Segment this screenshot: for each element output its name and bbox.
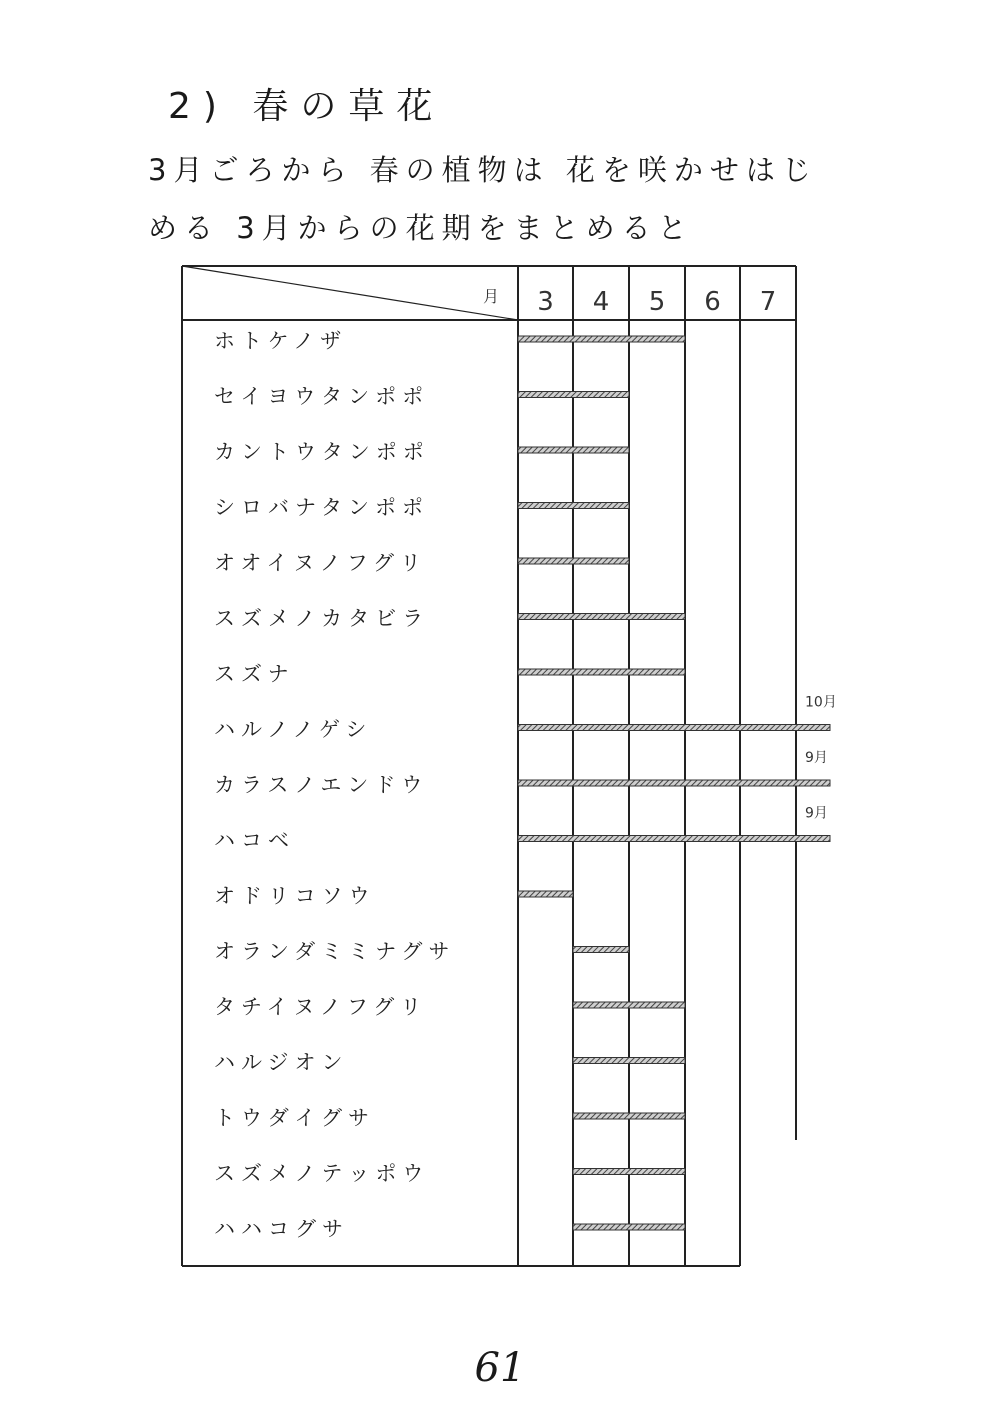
plant-name: ホトケノザ — [214, 329, 348, 353]
month-header: 5 — [648, 287, 666, 317]
flowering-bar — [518, 503, 629, 509]
plant-name: スズメノカタビラ — [214, 606, 430, 631]
flowering-bar — [518, 891, 573, 897]
flowering-bar — [518, 447, 629, 453]
plant-name: ハコベ — [214, 828, 295, 853]
month-header: 4 — [592, 287, 610, 317]
plant-name: スズメノテッポウ — [214, 1161, 430, 1186]
bar-end-label: 9月 — [805, 750, 828, 766]
month-axis-label: 月 — [483, 287, 500, 306]
flowering-bar — [518, 669, 685, 675]
bar-end-label: 9月 — [805, 805, 828, 822]
section-heading: 2) 春の草花 — [168, 86, 445, 127]
plant-name: オドリコソウ — [214, 884, 376, 908]
intro-line-2: める 3月からの花期をまとめると — [148, 211, 694, 245]
plant-name: ハハコグサ — [214, 1217, 349, 1241]
plant-name: シロバナタンポポ — [214, 495, 429, 520]
month-header: 7 — [759, 287, 777, 317]
flowering-bar — [518, 780, 830, 786]
bar-end-label: 10月 — [805, 694, 837, 711]
intro-line-1: 3月ごろから 春の植物は 花を咲かせはじ — [148, 153, 818, 187]
flowering-bar — [518, 336, 685, 342]
flowering-bar — [518, 392, 629, 398]
flowering-bar — [573, 1224, 685, 1230]
plant-name: カラスノエンドウ — [214, 773, 429, 797]
plant-name: ハルジオン — [214, 1050, 349, 1075]
corner-diagonal — [182, 266, 518, 320]
flowering-bar — [573, 1169, 685, 1175]
plant-name: セイヨウタンポポ — [214, 384, 430, 409]
flowering-bar — [573, 1002, 685, 1008]
plant-name: オオイヌノフグリ — [214, 551, 428, 575]
flowering-bar — [573, 1113, 685, 1119]
month-header: 3 — [537, 287, 554, 317]
flowering-bar — [573, 1058, 685, 1064]
plant-name: ハルノノゲシ — [214, 717, 373, 742]
plant-name: トウダイグサ — [214, 1106, 375, 1130]
page-number: 61 — [474, 1345, 526, 1391]
flowering-bar — [518, 836, 830, 842]
plant-name: スズナ — [214, 662, 295, 686]
flowering-bar — [573, 947, 629, 953]
plant-name: タチイヌノフグリ — [214, 995, 428, 1019]
plant-name: カントウタンポポ — [214, 440, 430, 464]
flowering-bar — [518, 558, 629, 564]
month-header: 6 — [704, 287, 721, 317]
plant-name: オランダミミナグサ — [214, 939, 456, 964]
flowering-bar — [518, 614, 685, 620]
flowering-bar — [518, 725, 830, 731]
